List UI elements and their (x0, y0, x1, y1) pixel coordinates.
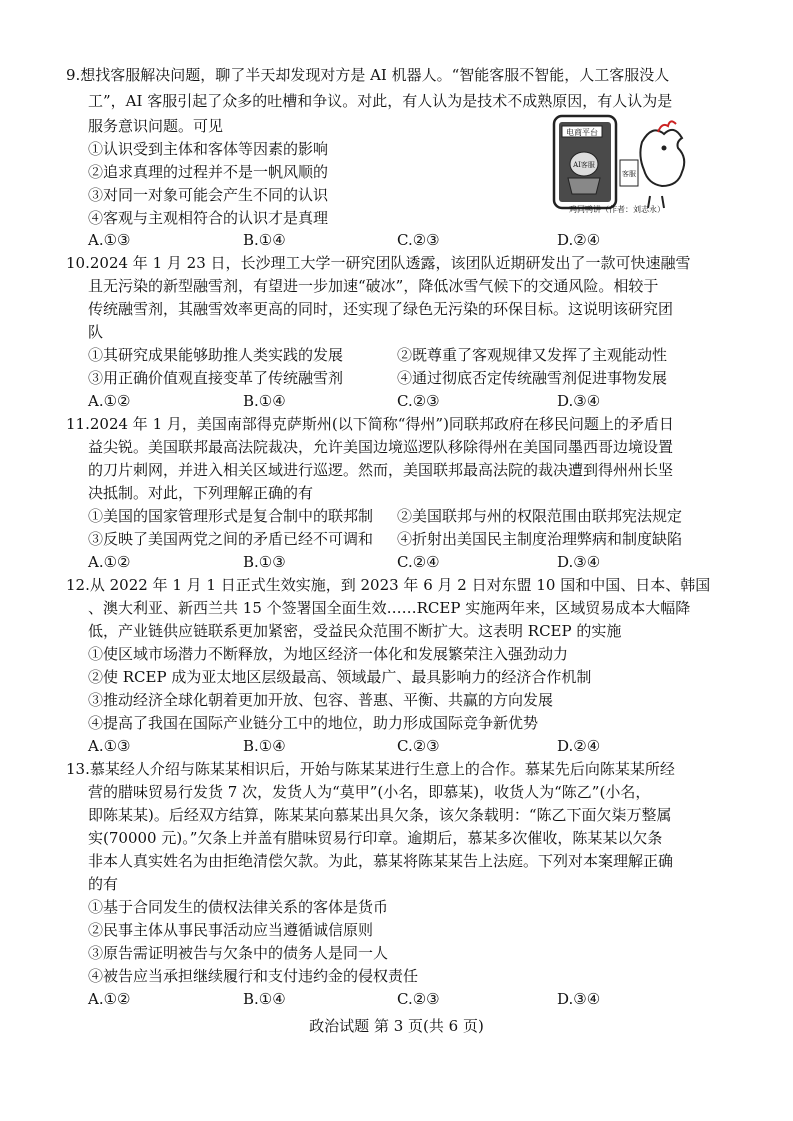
q13-option-4: ④被告应当承担继续履行和支付违约金的侵权责任 (88, 967, 419, 985)
q12-stem-line-2: 、澳大利亚、新西兰共 15 个签署国全面生效……RCEP 实施两年来，区域贸易成本大幅降 (88, 599, 691, 617)
q10-answer-a: A.①② (88, 392, 131, 410)
q9-answer-b: B.①④ (243, 231, 286, 249)
q9-stem-line-3: 服务意识问题。可见 (88, 117, 224, 135)
cartoon-service-label: AI客服 (573, 161, 595, 169)
q11-answer-c: C.②④ (397, 553, 440, 571)
q11-stem-line-3: 的刀片刺网，并进入相关区域进行巡逻。然而，美国联邦最高法院的裁决遭到得州州长坚 (88, 461, 674, 479)
q12-option-2: ②使 RCEP 成为亚太地区层级最高、领域最广、最具影响力的经济合作机制 (88, 668, 592, 686)
q11-option-1: ①美国的国家管理形式是复合制中的联邦制 (88, 507, 374, 525)
q13-stem-line-4: 实(70000 元)。”欠条上并盖有腊味贸易行印章。逾期后，慕某多次催收，陈某某以欠条 (88, 829, 663, 847)
q13-answer-a: A.①② (88, 990, 131, 1008)
q11-stem-line-2: 益尖锐。美国联邦最高法院裁决，允许美国边境巡逻队移除得州在美国同墨西哥边境设置 (88, 438, 674, 456)
q11-answer-d: D.③④ (557, 553, 601, 571)
q11-option-2: ②美国联邦与州的权限范围由联邦宪法规定 (397, 507, 683, 525)
q12-option-3: ③推动经济全球化朝着更加开放、包容、普惠、平衡、共赢的方向发展 (88, 691, 554, 709)
q12-stem-line-3: 低，产业链供应链联系更加紧密，受益民众范围不断扩大。这表明 RCEP 的实施 (88, 622, 622, 640)
q10-answer-c: C.②③ (397, 392, 440, 410)
q10-stem-line-4: 队 (88, 323, 104, 341)
q12-stem-line-1: 12.从 2022 年 1 月 1 日正式生效实施，到 2023 年 6 月 2 日对东盟 10 国和中国、日本、韩国 (66, 576, 711, 594)
q13-stem-line-5: 非本人真实姓名为由拒绝清偿欠款。为此，慕某将陈某某告上法庭。下列对本案理解正确 (88, 852, 674, 870)
q13-answer-d: D.③④ (557, 990, 601, 1008)
q13-stem-line-2: 营的腊味贸易行发货 7 次，发货人为“莫甲”(小名，即慕某)，收货人为“陈乙”(小名， (88, 783, 651, 801)
q13-answer-b: B.①④ (243, 990, 286, 1008)
q9-answer-c: C.②③ (397, 231, 440, 249)
q12-answer-c: C.②③ (397, 737, 440, 755)
page-footer: 政治试题 第 3 页(共 6 页) (309, 1017, 484, 1035)
q10-stem-line-3: 传统融雪剂，其融雪效率更高的同时，还实现了绿色无污染的环保目标。这说明该研究团 (88, 300, 674, 318)
q10-stem-line-2: 且无污染的新型融雪剂，有望进一步加速“破冰”，降低冰雪气候下的交通风险。相较于 (88, 277, 659, 295)
q11-stem-line-1: 11.2024 年 1 月，美国南部得克萨斯州(以下简称“得州”)同联邦政府在移民问题上的矛盾日 (66, 415, 674, 433)
q9-stem-line-2: 工”，AI 客服引起了众多的吐槽和争议。对此，有人认为是技术不成熟原因，有人认为是 (88, 92, 673, 110)
q9-option-3: ③对同一对象可能会产生不同的认识 (88, 186, 329, 204)
q9-cartoon-caption: 鸡同鸭讲（作者：刘志永） (569, 205, 665, 214)
q10-stem-line-1: 10.2024 年 1 月 23 日，长沙理工大学一研究团队透露，该团队近期研发出了一款可快速融雪 (66, 254, 691, 272)
q10-option-1: ①其研究成果能够助推人类实践的发展 (88, 346, 344, 364)
q13-answer-c: C.②③ (397, 990, 440, 1008)
q9-stem-line-1: 9.想找客服解决问题，聊了半天却发现对方是 AI 机器人。“智能客服不智能，人工客服没人 (66, 66, 670, 84)
q13-option-3: ③原告需证明被告与欠条中的债务人是同一人 (88, 944, 389, 962)
q11-option-4: ④折射出美国民主制度治理弊病和制度缺陷 (397, 530, 683, 548)
q13-stem-line-6: 的有 (88, 875, 119, 893)
q9-cartoon-image (546, 112, 696, 216)
q12-option-1: ①使区域市场潜力不断释放，为地区经济一体化和发展繁荣注入强劲动力 (88, 645, 569, 663)
q13-stem-line-1: 13.慕某经人介绍与陈某某相识后，开始与陈某某进行生意上的合作。慕某先后向陈某某所经 (66, 760, 675, 778)
q13-stem-line-3: 即陈某某)。后经双方结算，陈某某向慕某出具欠条，该欠条载明：“陈乙下面欠柒万整属 (88, 806, 672, 824)
q12-option-4: ④提高了我国在国际产业链分工中的地位，助力形成国际竞争新优势 (88, 714, 539, 732)
q11-stem-line-4: 决抵制。对此，下列理解正确的有 (88, 484, 314, 502)
q11-answer-b: B.①③ (243, 553, 286, 571)
q12-answer-b: B.①④ (243, 737, 286, 755)
q9-answer-d: D.②④ (557, 231, 601, 249)
q13-option-2: ②民事主体从事民事活动应当遵循诚信原则 (88, 921, 374, 939)
q9-option-2: ②追求真理的过程并不是一帆风顺的 (88, 163, 329, 181)
q10-answer-d: D.③④ (557, 392, 601, 410)
q10-option-3: ③用正确价值观直接变革了传统融雪剂 (88, 369, 344, 387)
q12-answer-d: D.②④ (557, 737, 601, 755)
q11-answer-a: A.①② (88, 553, 131, 571)
cartoon-platform-label: 电商平台 (566, 128, 598, 137)
cartoon-sign-label: 客服 (622, 170, 636, 178)
q11-option-3: ③反映了美国两党之间的矛盾已经不可调和 (88, 530, 374, 548)
q10-option-4: ④通过彻底否定传统融雪剂促进事物发展 (397, 369, 668, 387)
q9-option-1: ①认识受到主体和客体等因素的影响 (88, 140, 329, 158)
q9-option-4: ④客观与主观相符合的认识才是真理 (88, 209, 329, 227)
q10-option-2: ②既尊重了客观规律又发挥了主观能动性 (397, 346, 668, 364)
q13-option-1: ①基于合同发生的债权法律关系的客体是货币 (88, 898, 389, 916)
q10-answer-b: B.①④ (243, 392, 286, 410)
q12-answer-a: A.①③ (88, 737, 131, 755)
q9-answer-a: A.①③ (88, 231, 131, 249)
